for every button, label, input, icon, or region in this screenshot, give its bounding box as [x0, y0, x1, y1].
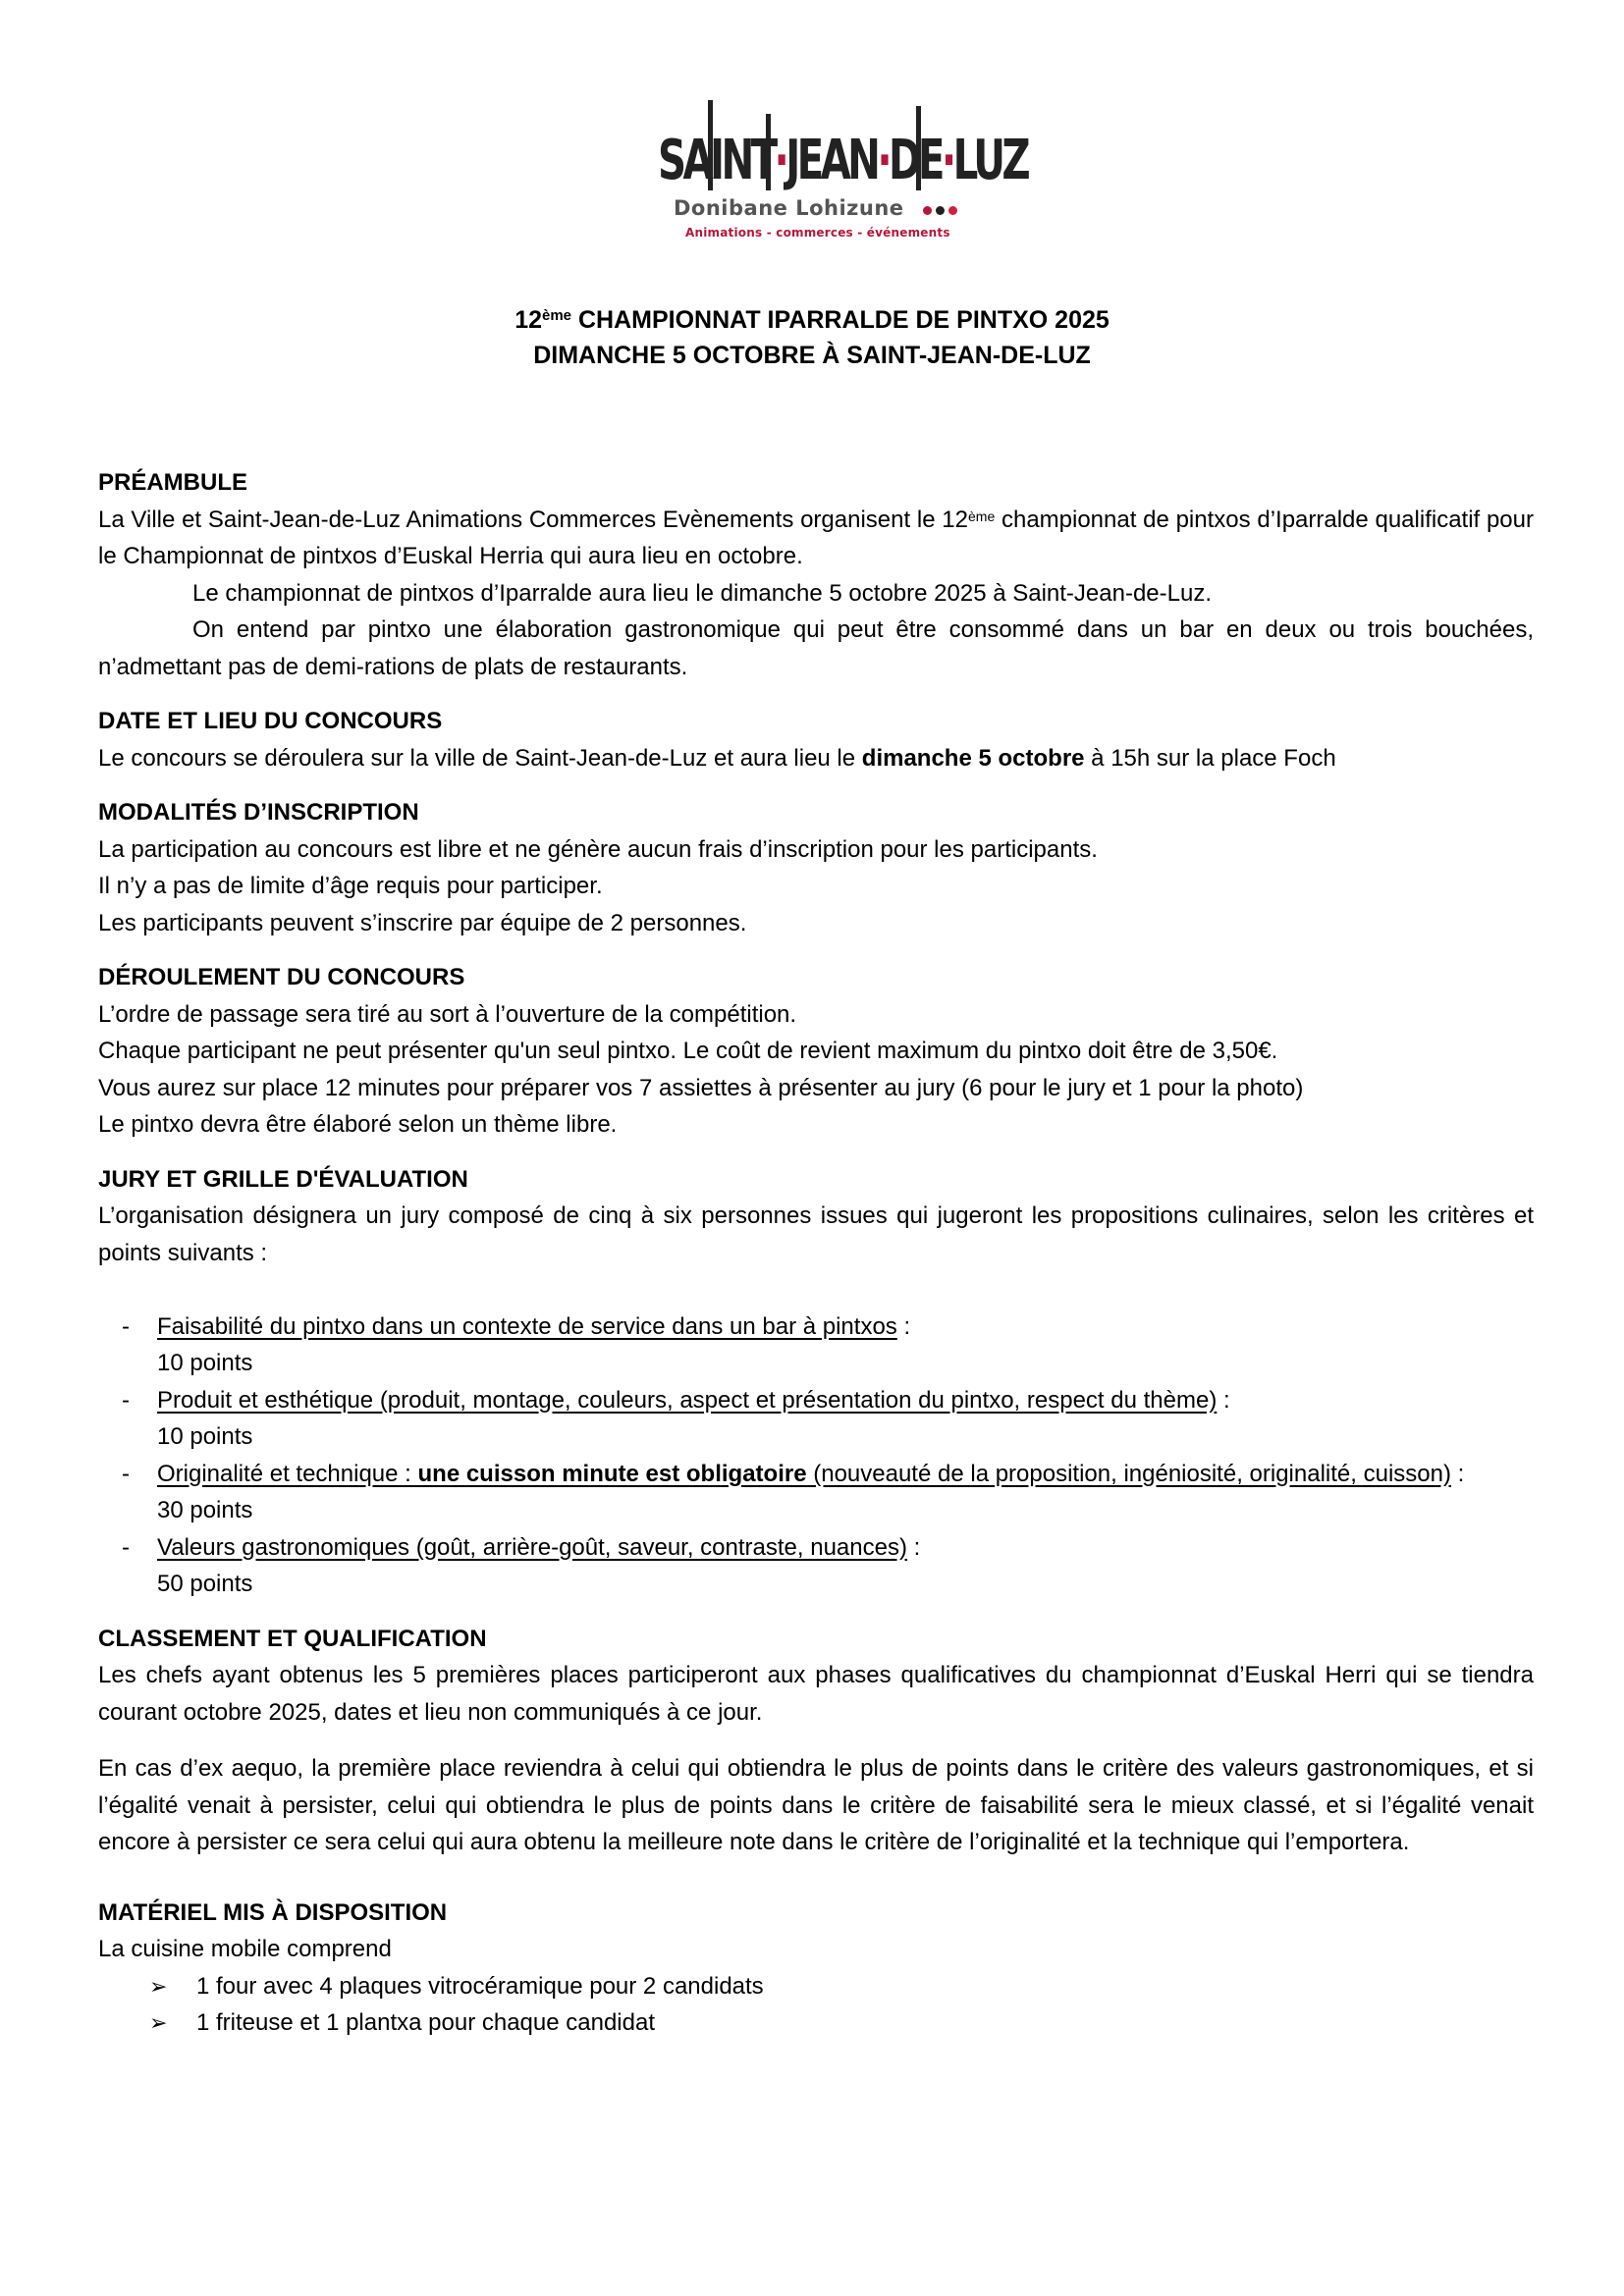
deroulement-line: Chaque participant ne peut présenter qu'un seul pintxo. Le coût de revient maximum du pintxo doit être de 3,50€. [98, 1038, 1278, 1064]
logo-tagline: Animations - commerces - événements [685, 226, 950, 240]
title-line-2: DIMANCHE 5 OCTOBRE À SAINT-JEAN-DE-LUZ [533, 342, 1091, 369]
arrow-bullet-icon: ➢ [149, 1973, 168, 1999]
criterion-item: - Produit et esthétique (produit, montage, couleurs, aspect et présentation du pintxo, respect du thème) : 10 points [98, 1382, 1534, 1456]
arrow-bullet-icon: ➢ [149, 2010, 168, 2035]
materiel-list [98, 1968, 1534, 2042]
preambule-paragraph-3: On entend par pintxo une élaboration gastronomique qui peut être consommé dans un bar en deux ou trois bouchées, n’admettant pas de demi-rations de plats de restaurants. [98, 616, 1534, 680]
deroulement-line: L’ordre de passage sera tiré au sort à l’ouverture de la compétition. [98, 1000, 797, 1028]
section-materiel [98, 1895, 1534, 2042]
materiel-item: ➢ 1 four avec 4 plaques vitrocéramique pour 2 candidats [98, 1968, 1534, 2005]
section-heading: CLASSEMENT ET QUALIFICATION [98, 1625, 487, 1652]
section-heading: JURY ET GRILLE D'ÉVALUATION [98, 1165, 468, 1193]
criterion-item: - Faisabilité du pintxo dans un contexte de service dans un bar à pintxos : 10 points [98, 1308, 1534, 1382]
materiel-intro: La cuisine mobile comprend [98, 1936, 392, 1962]
criterion-item: - Originalité et technique : une cuisson minute est obligatoire (nouveauté de la proposition, ingéniosité, originalité, cuisson) : 30 points [98, 1456, 1534, 1529]
criterion-item: - Valeurs gastronomiques (goût, arrière-goût, saveur, contraste, nuances) : 50 points [98, 1529, 1534, 1603]
section-heading: MODALITÉS D’INSCRIPTION [98, 799, 419, 826]
inscription-line: Il n’y a pas de limite d’âge requis pour participer. [98, 873, 603, 899]
dot-icon [936, 206, 945, 215]
classement-paragraph-2: En cas d’ex aequo, la première place reviendra à celui qui obtiendra le plus de points dans le critère des valeurs gastronomiques, et si l’égalité venait à persister, celui qui obtiendra le plus de points dans le critère de faisabilité sera le mieux classé, et si l’égalité venait encore à persister ce sera celui qui aura obtenu la meilleure note dans le critère de l’originalité et la technique qui l’emportera. [98, 1755, 1534, 1855]
preambule-paragraph-1: La Ville et Saint-Jean-de-Luz Animations Commerces Evènements organisent le 12ème championnat de pintxos d’Iparralde qualificatif pour le Championnat de pintxos d’Euskal Herria qui aura lieu en octobre. [98, 506, 1534, 569]
section-deroulement [98, 959, 1534, 1144]
section-jury [98, 1161, 1534, 1603]
logo-dots-icon [923, 206, 957, 215]
section-preambule [98, 464, 1534, 685]
section-classement [98, 1621, 1534, 1861]
section-heading: DÉROULEMENT DU CONCOURS [98, 964, 465, 990]
dot-icon [948, 206, 957, 215]
criterion-points: 50 points [157, 1571, 253, 1597]
document-title [0, 302, 1624, 373]
section-heading: PRÉAMBULE [98, 469, 248, 496]
saint-jean-de-luz-logo [656, 96, 1028, 243]
inscription-line: La participation au concours est libre et ne génère aucun frais d’inscription pour les participants. [98, 835, 1098, 863]
section-heading: MATÉRIEL MIS À DISPOSITION [98, 1898, 448, 1926]
title-line-1: 12ème CHAMPIONNAT IPARRALDE DE PINTXO 2025 [514, 306, 1110, 334]
criteria-list [98, 1308, 1534, 1603]
inscription-line: Les participants peuvent s’inscrire par équipe de 2 personnes. [98, 909, 747, 936]
criterion-points: 30 points [157, 1497, 253, 1523]
deroulement-line: Le pintxo devra être élaboré selon un thème libre. [98, 1111, 618, 1138]
classement-paragraph-1: Les chefs ayant obtenus les 5 premières places participeront aux phases qualificatives du championnat d’Euskal Herri qui se tiendra courant octobre 2025, dates et lieu non communiqués à ce jour. [98, 1662, 1534, 1726]
document-body [98, 464, 1534, 2042]
logo-subtitle: Donibane Lohizune [674, 196, 904, 220]
section-inscription [98, 794, 1534, 941]
logo-wordmark: SAINT·JEAN·DE·LUZ [658, 129, 1028, 192]
date-lieu-text: Le concours se déroulera sur la ville de Saint-Jean-de-Luz et aura lieu le dimanche 5 octobre à 15h sur la place Foch [98, 744, 1336, 772]
jury-intro: L’organisation désignera un jury composé de cinq à six personnes issues qui jugeront les propositions culinaires, selon les critères et points suivants : [98, 1202, 1534, 1266]
section-heading: DATE ET LIEU DU CONCOURS [98, 708, 443, 734]
preambule-paragraph-2: Le championnat de pintxos d’Iparralde aura lieu le dimanche 5 octobre 2025 à Saint-Jean-de-Luz. [192, 579, 1212, 607]
criterion-points: 10 points [157, 1350, 253, 1376]
deroulement-line: Vous aurez sur place 12 minutes pour préparer vos 7 assiettes à présenter au jury (6 pour le jury et 1 pour la photo) [98, 1074, 1304, 1101]
section-date-lieu [98, 703, 1534, 776]
criterion-points: 10 points [157, 1423, 253, 1450]
dot-icon [923, 206, 932, 215]
materiel-item: ➢ 1 friteuse et 1 plantxa pour chaque candidat [98, 2004, 1534, 2042]
